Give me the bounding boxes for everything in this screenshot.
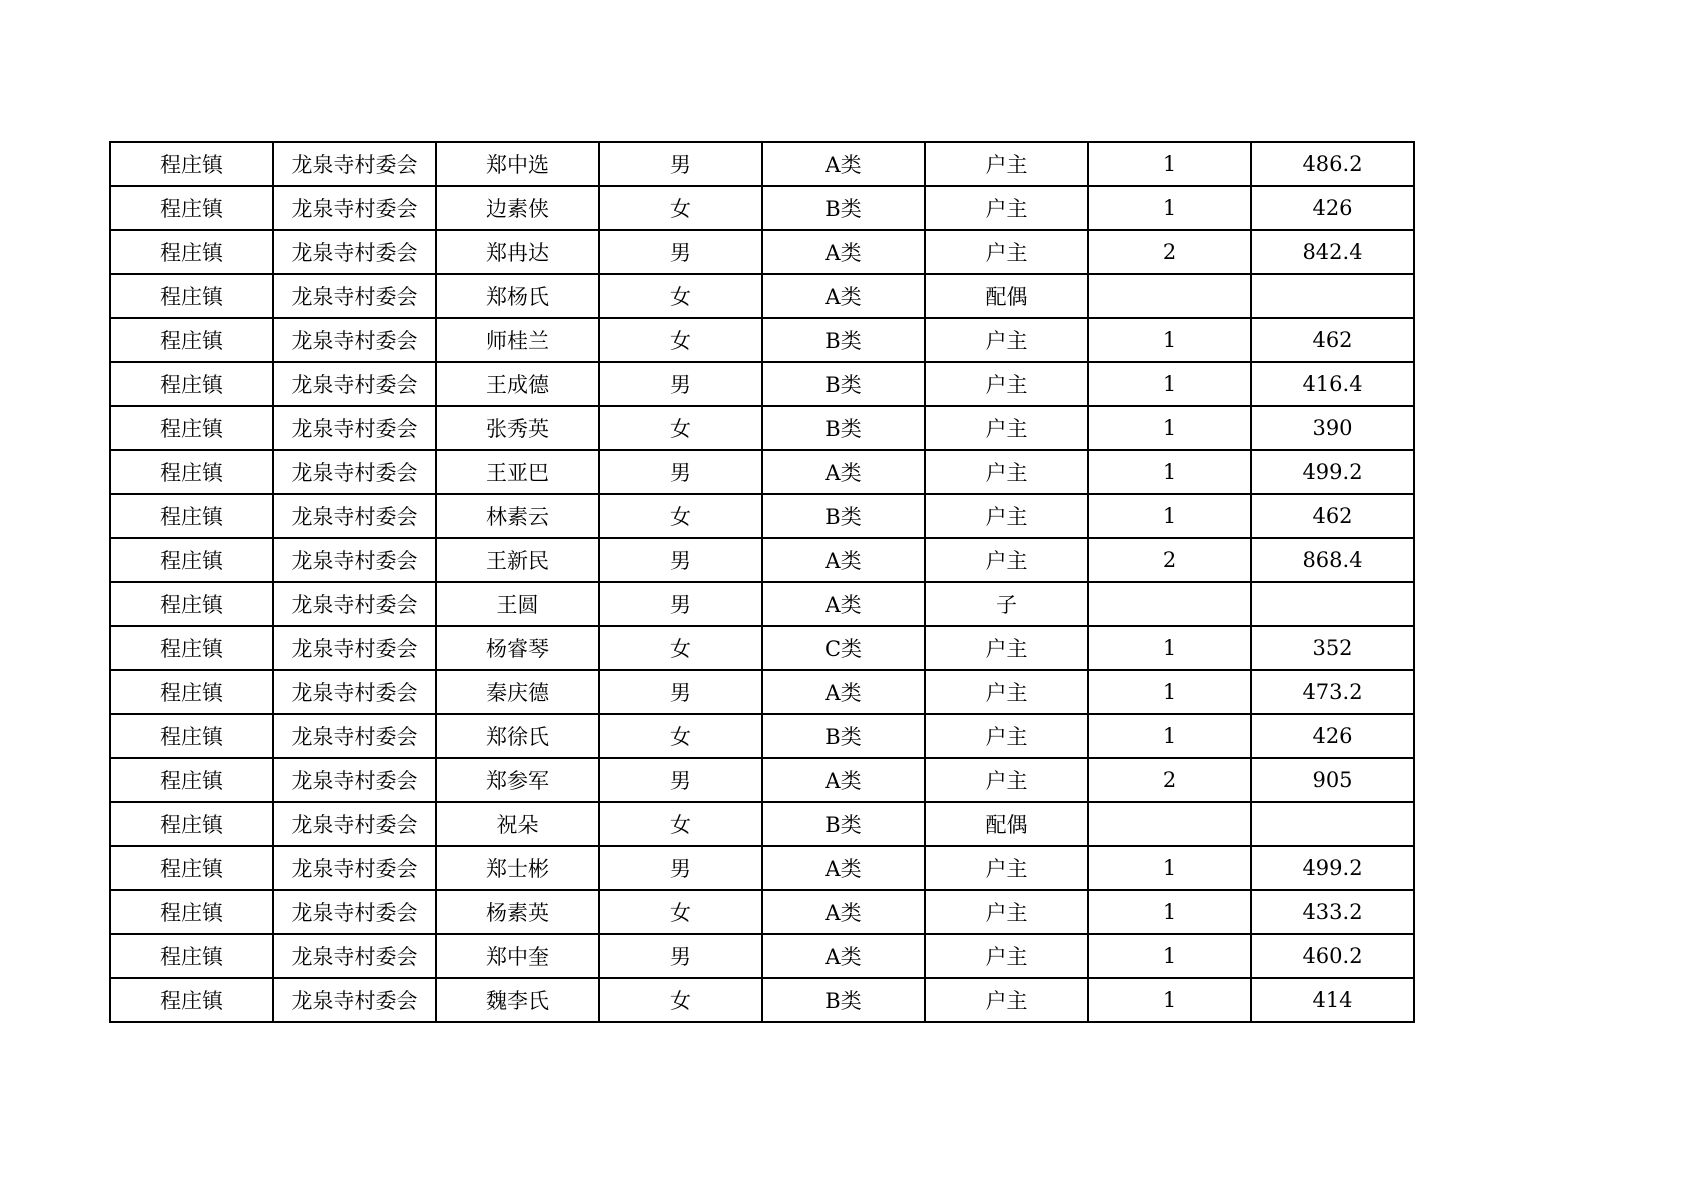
town-cell: 程庄镇 bbox=[110, 318, 273, 362]
name-cell: 张秀英 bbox=[436, 406, 599, 450]
amount-cell: 352 bbox=[1251, 626, 1414, 670]
village-committee-cell: 龙泉寺村委会 bbox=[273, 230, 436, 274]
relation-cell: 户主 bbox=[925, 406, 1088, 450]
town-cell: 程庄镇 bbox=[110, 538, 273, 582]
village-committee-cell: 龙泉寺村委会 bbox=[273, 538, 436, 582]
town-cell: 程庄镇 bbox=[110, 670, 273, 714]
category-cell: A类 bbox=[762, 230, 925, 274]
relation-cell: 户主 bbox=[925, 714, 1088, 758]
table-row bbox=[110, 318, 1414, 362]
village-committee-cell: 龙泉寺村委会 bbox=[273, 714, 436, 758]
name-cell: 魏李氏 bbox=[436, 978, 599, 1022]
town-cell: 程庄镇 bbox=[110, 714, 273, 758]
village-committee-cell: 龙泉寺村委会 bbox=[273, 802, 436, 846]
category-cell: A类 bbox=[762, 450, 925, 494]
amount-cell: 416.4 bbox=[1251, 362, 1414, 406]
name-cell: 秦庆德 bbox=[436, 670, 599, 714]
category-cell: A类 bbox=[762, 538, 925, 582]
household-size-cell: 1 bbox=[1088, 406, 1251, 450]
amount-cell: 473.2 bbox=[1251, 670, 1414, 714]
household-size-cell bbox=[1088, 274, 1251, 318]
category-cell: B类 bbox=[762, 978, 925, 1022]
gender-cell: 女 bbox=[599, 978, 762, 1022]
household-size-cell: 1 bbox=[1088, 626, 1251, 670]
category-cell: B类 bbox=[762, 406, 925, 450]
name-cell: 边素侠 bbox=[436, 186, 599, 230]
amount-cell bbox=[1251, 802, 1414, 846]
gender-cell: 男 bbox=[599, 538, 762, 582]
household-size-cell bbox=[1088, 582, 1251, 626]
amount-cell: 842.4 bbox=[1251, 230, 1414, 274]
amount-cell: 426 bbox=[1251, 186, 1414, 230]
town-cell: 程庄镇 bbox=[110, 934, 273, 978]
village-committee-cell: 龙泉寺村委会 bbox=[273, 318, 436, 362]
village-committee-cell: 龙泉寺村委会 bbox=[273, 934, 436, 978]
name-cell: 郑冉达 bbox=[436, 230, 599, 274]
table-row bbox=[110, 626, 1414, 670]
category-cell: B类 bbox=[762, 802, 925, 846]
amount-cell: 460.2 bbox=[1251, 934, 1414, 978]
amount-cell: 414 bbox=[1251, 978, 1414, 1022]
gender-cell: 男 bbox=[599, 450, 762, 494]
relation-cell: 户主 bbox=[925, 978, 1088, 1022]
village-committee-cell: 龙泉寺村委会 bbox=[273, 626, 436, 670]
name-cell: 郑中奎 bbox=[436, 934, 599, 978]
relation-cell: 户主 bbox=[925, 186, 1088, 230]
town-cell: 程庄镇 bbox=[110, 582, 273, 626]
name-cell: 郑士彬 bbox=[436, 846, 599, 890]
amount-cell: 499.2 bbox=[1251, 450, 1414, 494]
category-cell: A类 bbox=[762, 670, 925, 714]
amount-cell: 905 bbox=[1251, 758, 1414, 802]
gender-cell: 女 bbox=[599, 890, 762, 934]
relation-cell: 户主 bbox=[925, 230, 1088, 274]
town-cell: 程庄镇 bbox=[110, 626, 273, 670]
relation-cell: 户主 bbox=[925, 758, 1088, 802]
town-cell: 程庄镇 bbox=[110, 890, 273, 934]
name-cell: 王亚巴 bbox=[436, 450, 599, 494]
relation-cell: 户主 bbox=[925, 846, 1088, 890]
household-size-cell: 1 bbox=[1088, 934, 1251, 978]
village-committee-cell: 龙泉寺村委会 bbox=[273, 978, 436, 1022]
town-cell: 程庄镇 bbox=[110, 230, 273, 274]
town-cell: 程庄镇 bbox=[110, 758, 273, 802]
table-row bbox=[110, 230, 1414, 274]
category-cell: A类 bbox=[762, 582, 925, 626]
gender-cell: 男 bbox=[599, 846, 762, 890]
name-cell: 郑徐氏 bbox=[436, 714, 599, 758]
village-committee-cell: 龙泉寺村委会 bbox=[273, 186, 436, 230]
village-committee-cell: 龙泉寺村委会 bbox=[273, 274, 436, 318]
name-cell: 王新民 bbox=[436, 538, 599, 582]
table-row bbox=[110, 362, 1414, 406]
relation-cell: 户主 bbox=[925, 890, 1088, 934]
household-size-cell: 1 bbox=[1088, 362, 1251, 406]
table-row bbox=[110, 802, 1414, 846]
household-size-cell: 1 bbox=[1088, 318, 1251, 362]
household-size-cell: 2 bbox=[1088, 538, 1251, 582]
town-cell: 程庄镇 bbox=[110, 142, 273, 186]
town-cell: 程庄镇 bbox=[110, 802, 273, 846]
amount-cell bbox=[1251, 274, 1414, 318]
table-row bbox=[110, 274, 1414, 318]
name-cell: 郑中选 bbox=[436, 142, 599, 186]
relation-cell: 户主 bbox=[925, 934, 1088, 978]
gender-cell: 男 bbox=[599, 142, 762, 186]
amount-cell: 390 bbox=[1251, 406, 1414, 450]
gender-cell: 女 bbox=[599, 714, 762, 758]
table-row bbox=[110, 186, 1414, 230]
table-row bbox=[110, 758, 1414, 802]
gender-cell: 女 bbox=[599, 274, 762, 318]
category-cell: A类 bbox=[762, 846, 925, 890]
table-row bbox=[110, 846, 1414, 890]
gender-cell: 男 bbox=[599, 582, 762, 626]
name-cell: 郑参军 bbox=[436, 758, 599, 802]
gender-cell: 男 bbox=[599, 758, 762, 802]
name-cell: 杨睿琴 bbox=[436, 626, 599, 670]
village-committee-cell: 龙泉寺村委会 bbox=[273, 582, 436, 626]
relation-cell: 户主 bbox=[925, 142, 1088, 186]
relation-cell: 户主 bbox=[925, 450, 1088, 494]
relation-cell: 户主 bbox=[925, 538, 1088, 582]
amount-cell: 462 bbox=[1251, 494, 1414, 538]
village-committee-cell: 龙泉寺村委会 bbox=[273, 362, 436, 406]
table-row bbox=[110, 670, 1414, 714]
relation-cell: 配偶 bbox=[925, 274, 1088, 318]
category-cell: A类 bbox=[762, 934, 925, 978]
category-cell: C类 bbox=[762, 626, 925, 670]
household-size-cell: 1 bbox=[1088, 890, 1251, 934]
village-committee-cell: 龙泉寺村委会 bbox=[273, 494, 436, 538]
name-cell: 王圆 bbox=[436, 582, 599, 626]
village-committee-cell: 龙泉寺村委会 bbox=[273, 890, 436, 934]
table-row bbox=[110, 934, 1414, 978]
relation-cell: 户主 bbox=[925, 318, 1088, 362]
name-cell: 杨素英 bbox=[436, 890, 599, 934]
amount-cell: 868.4 bbox=[1251, 538, 1414, 582]
town-cell: 程庄镇 bbox=[110, 494, 273, 538]
table-row bbox=[110, 406, 1414, 450]
relation-cell: 户主 bbox=[925, 626, 1088, 670]
category-cell: B类 bbox=[762, 494, 925, 538]
amount-cell bbox=[1251, 582, 1414, 626]
name-cell: 林素云 bbox=[436, 494, 599, 538]
household-size-cell: 1 bbox=[1088, 142, 1251, 186]
table-row bbox=[110, 714, 1414, 758]
category-cell: B类 bbox=[762, 362, 925, 406]
town-cell: 程庄镇 bbox=[110, 846, 273, 890]
amount-cell: 462 bbox=[1251, 318, 1414, 362]
amount-cell: 499.2 bbox=[1251, 846, 1414, 890]
town-cell: 程庄镇 bbox=[110, 362, 273, 406]
table-row bbox=[110, 494, 1414, 538]
household-size-cell: 1 bbox=[1088, 494, 1251, 538]
town-cell: 程庄镇 bbox=[110, 450, 273, 494]
village-committee-cell: 龙泉寺村委会 bbox=[273, 758, 436, 802]
category-cell: B类 bbox=[762, 186, 925, 230]
relation-cell: 子 bbox=[925, 582, 1088, 626]
table-row bbox=[110, 582, 1414, 626]
village-committee-cell: 龙泉寺村委会 bbox=[273, 142, 436, 186]
household-size-cell: 2 bbox=[1088, 758, 1251, 802]
gender-cell: 女 bbox=[599, 626, 762, 670]
village-committee-cell: 龙泉寺村委会 bbox=[273, 406, 436, 450]
gender-cell: 男 bbox=[599, 934, 762, 978]
category-cell: B类 bbox=[762, 318, 925, 362]
table-row bbox=[110, 142, 1414, 186]
gender-cell: 女 bbox=[599, 318, 762, 362]
relation-cell: 户主 bbox=[925, 670, 1088, 714]
category-cell: B类 bbox=[762, 714, 925, 758]
gender-cell: 女 bbox=[599, 186, 762, 230]
table-row bbox=[110, 538, 1414, 582]
household-size-cell bbox=[1088, 802, 1251, 846]
gender-cell: 女 bbox=[599, 406, 762, 450]
amount-cell: 486.2 bbox=[1251, 142, 1414, 186]
category-cell: A类 bbox=[762, 758, 925, 802]
table-row bbox=[110, 450, 1414, 494]
roster-table-body bbox=[110, 142, 1414, 1022]
table-row bbox=[110, 978, 1414, 1022]
town-cell: 程庄镇 bbox=[110, 186, 273, 230]
household-size-cell: 1 bbox=[1088, 670, 1251, 714]
name-cell: 祝朵 bbox=[436, 802, 599, 846]
household-size-cell: 1 bbox=[1088, 450, 1251, 494]
relation-cell: 配偶 bbox=[925, 802, 1088, 846]
table-row bbox=[110, 890, 1414, 934]
relation-cell: 户主 bbox=[925, 494, 1088, 538]
household-size-cell: 1 bbox=[1088, 978, 1251, 1022]
town-cell: 程庄镇 bbox=[110, 406, 273, 450]
name-cell: 师桂兰 bbox=[436, 318, 599, 362]
village-committee-cell: 龙泉寺村委会 bbox=[273, 846, 436, 890]
relation-cell: 户主 bbox=[925, 362, 1088, 406]
gender-cell: 男 bbox=[599, 230, 762, 274]
household-size-cell: 1 bbox=[1088, 186, 1251, 230]
village-committee-cell: 龙泉寺村委会 bbox=[273, 670, 436, 714]
amount-cell: 426 bbox=[1251, 714, 1414, 758]
village-committee-cell: 龙泉寺村委会 bbox=[273, 450, 436, 494]
amount-cell: 433.2 bbox=[1251, 890, 1414, 934]
name-cell: 王成德 bbox=[436, 362, 599, 406]
gender-cell: 女 bbox=[599, 494, 762, 538]
town-cell: 程庄镇 bbox=[110, 274, 273, 318]
gender-cell: 女 bbox=[599, 802, 762, 846]
roster-table bbox=[109, 141, 1415, 1023]
gender-cell: 男 bbox=[599, 362, 762, 406]
name-cell: 郑杨氏 bbox=[436, 274, 599, 318]
category-cell: A类 bbox=[762, 274, 925, 318]
household-size-cell: 1 bbox=[1088, 714, 1251, 758]
town-cell: 程庄镇 bbox=[110, 978, 273, 1022]
household-size-cell: 1 bbox=[1088, 846, 1251, 890]
category-cell: A类 bbox=[762, 142, 925, 186]
gender-cell: 男 bbox=[599, 670, 762, 714]
category-cell: A类 bbox=[762, 890, 925, 934]
household-size-cell: 2 bbox=[1088, 230, 1251, 274]
